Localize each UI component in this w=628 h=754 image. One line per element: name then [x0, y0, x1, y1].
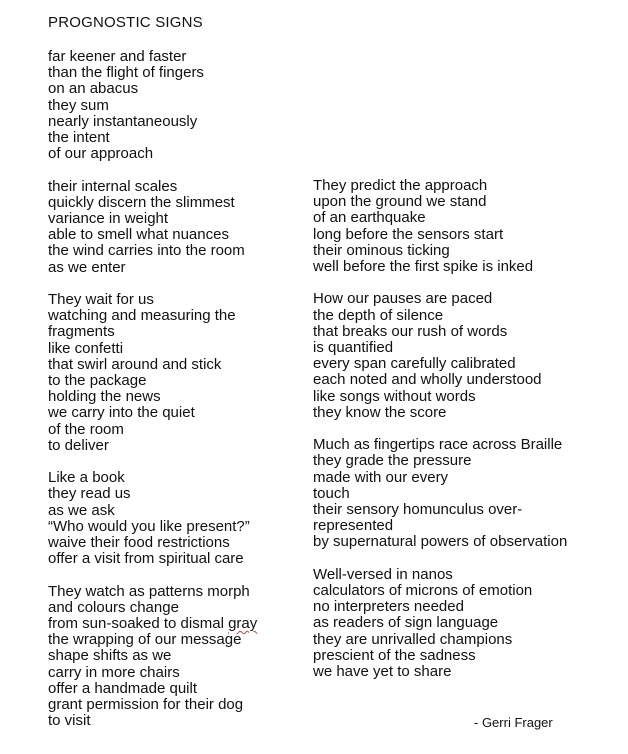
stanza [48, 292, 257, 454]
poem-line: prescient of the sadness [313, 646, 476, 664]
poem-line [48, 616, 257, 632]
stanza [313, 437, 567, 550]
poem-line: they read us [48, 485, 131, 503]
poem-line: nearly instantaneously [48, 112, 198, 130]
poem-line: calculators of microns of emotion [313, 582, 533, 600]
poem-line: offer a visit from spiritual care [48, 550, 244, 568]
poem-line: of our approach [48, 145, 154, 163]
poem-line: able to smell what nuances [48, 226, 229, 244]
poem-line: that breaks our rush of words [313, 322, 508, 340]
poem-line-text: from sun-soaked to dismal [48, 615, 229, 633]
poem-line: their ominous ticking [313, 241, 450, 259]
poem-line: their sensory homunculus over- [313, 501, 523, 519]
poem-line: “Who would you like present?” [48, 517, 250, 535]
poem-line: Like a book [48, 469, 125, 487]
poem-line: of an earthquake [313, 209, 426, 227]
poem-line: grant permission for their dog [48, 696, 244, 714]
poem-line: long before the sensors start [313, 225, 504, 243]
poem-line: represented [313, 517, 394, 535]
poem-line: than the flight of fingers [48, 64, 204, 82]
poem-line: quickly discern the slimmest [48, 193, 235, 211]
stanza [48, 179, 257, 276]
poem-line: they are unrivalled champions [313, 630, 513, 648]
stanza [48, 470, 257, 567]
right-column [313, 178, 567, 680]
poem-line: on an abacus [48, 80, 139, 98]
spellcheck-flagged-word: gray [228, 615, 258, 633]
poem-line: we have yet to share [313, 663, 452, 681]
poem-line: as we enter [48, 258, 126, 276]
poem-line: shape shifts as we [48, 647, 172, 665]
poem-line: they sum [48, 96, 109, 114]
poem-line: Much as fingertips race across Braille [313, 436, 563, 454]
poem-line: far keener and faster [48, 48, 187, 65]
poem-line: each noted and wholly understood [313, 371, 542, 389]
poem-line: to deliver [48, 436, 109, 454]
poem-line: the wind carries into the room [48, 242, 245, 260]
poem-line: the depth of silence [313, 306, 444, 324]
stanza [313, 291, 567, 421]
poem-line: carry in more chairs [48, 663, 180, 681]
poem-line: upon the ground we stand [313, 193, 487, 211]
poem-line: touch [313, 484, 350, 502]
poem-line: as we ask [48, 501, 115, 519]
poem-line: variance in weight [48, 210, 169, 228]
poem-line: that swirl around and stick [48, 355, 222, 373]
poem-line: How our pauses are paced [313, 290, 493, 308]
poem-line: their internal scales [48, 177, 178, 195]
poem-line: holding the news [48, 388, 161, 406]
stanza [313, 567, 567, 680]
poem-line: every span carefully calibrated [313, 355, 516, 373]
left-column [48, 49, 257, 729]
poem-line: They predict the approach [313, 177, 488, 194]
stanza [48, 49, 257, 162]
poem-line: They watch as patterns morph [48, 582, 250, 600]
poem-line: we carry into the quiet [48, 404, 195, 422]
stanza [313, 178, 567, 275]
poem-line: watching and measuring the [48, 307, 236, 325]
poem-line: like confetti [48, 339, 124, 357]
author-attribution: - Gerri Frager [474, 715, 553, 730]
poem-line: the intent [48, 129, 110, 147]
poem-line: Well-versed in nanos [313, 565, 453, 583]
poem-line: by supernatural powers of observation [313, 533, 568, 551]
poem-line: They wait for us [48, 291, 154, 309]
poem-title: PROGNOSTIC SIGNS [48, 14, 203, 31]
poem-line: fragments [48, 323, 115, 341]
poem-line: waive their food restrictions [48, 534, 230, 552]
stanza [48, 584, 257, 730]
poem-line: and colours change [48, 598, 179, 616]
poem-line: no interpreters needed [313, 598, 464, 616]
poem-line: made with our every [313, 468, 449, 486]
poem-line: as readers of sign language [313, 614, 499, 632]
poem-line: well before the first spike is inked [313, 258, 534, 276]
poem-line: offer a handmade quilt [48, 679, 197, 697]
poem-line: of the room [48, 420, 124, 438]
poem-line: like songs without words [313, 387, 476, 405]
poem-line: the wrapping of our message [48, 631, 242, 649]
poem-line: they grade the pressure [313, 452, 472, 470]
poem-line: to the package [48, 372, 147, 390]
poem-line: is quantified [313, 339, 394, 357]
poem-line: they know the score [313, 403, 447, 421]
poem-line: to visit [48, 712, 91, 730]
